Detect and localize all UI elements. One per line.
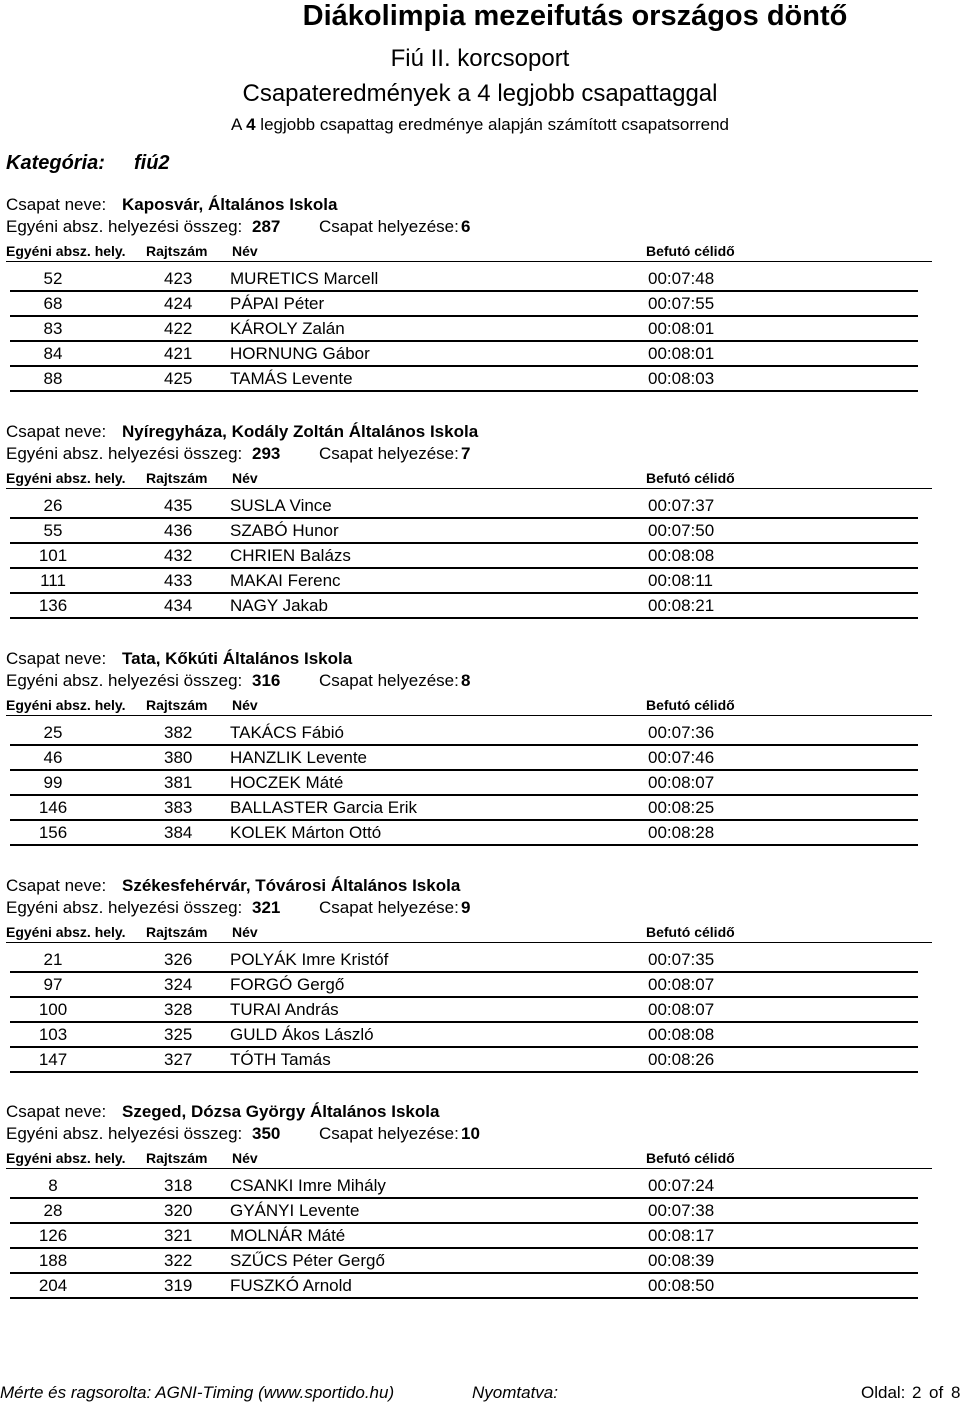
finish-time: 00:07:55 (648, 294, 715, 313)
team-name-row (6, 1102, 439, 1122)
table-row (0, 494, 960, 519)
bib-number: 324 (164, 975, 193, 994)
bib-number: 325 (164, 1025, 193, 1044)
sum-value: 316 (252, 671, 281, 690)
team-place-value: 6 (461, 217, 471, 236)
column-header (0, 697, 960, 715)
header-divider (6, 261, 932, 262)
col-place-header: Egyéni absz. hely. (6, 470, 126, 486)
bib-number: 382 (164, 723, 193, 742)
individual-place: 25 (43, 723, 63, 742)
runner-name: MOLNÁR Máté (230, 1226, 346, 1245)
col-bib-header: Rajtszám (146, 470, 208, 486)
individual-place: 83 (43, 319, 63, 338)
team-place-value: 10 (461, 1124, 480, 1143)
category-value: fiú2 (134, 152, 170, 174)
bib-number: 383 (164, 798, 193, 817)
individual-place: 156 (38, 823, 68, 842)
runner-name: PÁPAI Péter (230, 294, 325, 313)
individual-place: 204 (38, 1276, 68, 1295)
runner-name: SUSLA Vince (230, 496, 332, 515)
footer-page-of: of (929, 1383, 944, 1402)
team-name: Nyíregyháza, Kodály Zoltán Általános Iskola (122, 422, 479, 441)
age-group-title: Fiú II. korcsoport (390, 45, 570, 72)
finish-time: 00:08:26 (648, 1050, 715, 1069)
runner-name: MURETICS Marcell (230, 269, 379, 288)
team-place-label: Csapat helyezése: (319, 898, 459, 917)
bib-number: 436 (164, 521, 193, 540)
team-summary-row (6, 444, 906, 466)
bib-number: 326 (164, 950, 193, 969)
team-place-label: Csapat helyezése: (319, 1124, 459, 1143)
team-name: Székesfehérvár, Tóvárosi Általános Iskola (122, 876, 461, 895)
col-bib-header: Rajtszám (146, 924, 208, 940)
bib-number: 380 (164, 748, 193, 767)
team-name-label: Csapat neve: (6, 649, 107, 668)
table-row (0, 544, 960, 569)
runner-name: GYÁNYI Levente (230, 1201, 360, 1220)
runner-name: KOLEK Márton Ottó (230, 823, 382, 842)
column-header (0, 470, 960, 488)
team-name-label: Csapat neve: (6, 1102, 107, 1121)
finish-time: 00:07:36 (648, 723, 715, 742)
individual-place: 84 (43, 344, 63, 363)
bib-number: 424 (164, 294, 193, 313)
finish-time: 00:08:50 (648, 1276, 715, 1295)
col-name-header: Név (232, 697, 258, 713)
individual-place: 28 (43, 1201, 63, 1220)
individual-place: 188 (38, 1251, 68, 1270)
finish-time: 00:08:25 (648, 798, 715, 817)
col-place-header: Egyéni absz. hely. (6, 924, 126, 940)
individual-place: 8 (48, 1176, 58, 1195)
bib-number: 381 (164, 773, 193, 792)
table-row (0, 342, 960, 367)
runner-name: HOCZEK Máté (230, 773, 344, 792)
finish-time: 00:08:07 (648, 975, 715, 994)
sum-value: 350 (252, 1124, 281, 1143)
runner-name: HANZLIK Levente (230, 748, 368, 767)
finish-time: 00:07:48 (648, 269, 715, 288)
individual-place: 136 (38, 596, 68, 615)
team-block (0, 1102, 960, 1328)
team-summary-row (6, 898, 906, 920)
bib-number: 421 (164, 344, 193, 363)
individual-place: 103 (38, 1025, 68, 1044)
result-rows (0, 948, 960, 1073)
finish-time: 00:08:28 (648, 823, 715, 842)
sum-label: Egyéni absz. helyezési összeg: (6, 898, 243, 917)
col-bib-header: Rajtszám (146, 243, 208, 259)
finish-time: 00:08:07 (648, 773, 715, 792)
runner-name: FORGÓ Gergő (230, 975, 345, 994)
team-summary-row (6, 1124, 906, 1146)
bib-number: 422 (164, 319, 193, 338)
finish-time: 00:07:46 (648, 748, 715, 767)
sum-value: 287 (252, 217, 281, 236)
sum-label: Egyéni absz. helyezési összeg: (6, 217, 243, 236)
col-bib-header: Rajtszám (146, 1150, 208, 1166)
finish-time: 00:08:11 (648, 571, 713, 590)
runner-name: TÓTH Tamás (230, 1050, 331, 1069)
team-summary-row (6, 671, 906, 693)
col-name-header: Név (232, 470, 258, 486)
table-row (0, 796, 960, 821)
team-place-label: Csapat helyezése: (319, 444, 459, 463)
team-name: Kaposvár, Általános Iskola (122, 195, 338, 214)
team-place-label: Csapat helyezése: (319, 671, 459, 690)
bib-number: 322 (164, 1251, 193, 1270)
individual-place: 46 (43, 748, 63, 767)
result-rows (0, 494, 960, 619)
team-name-label: Csapat neve: (6, 195, 107, 214)
column-header (0, 1150, 960, 1168)
team-name: Szeged, Dózsa György Általános Iskola (122, 1102, 440, 1121)
table-row (0, 519, 960, 544)
runner-name: POLYÁK Imre Kristóf (230, 950, 389, 969)
runner-name: CHRIEN Balázs (230, 546, 351, 565)
individual-place: 126 (38, 1226, 68, 1245)
runner-name: TURAI András (230, 1000, 339, 1019)
bib-number: 327 (164, 1050, 193, 1069)
results-description (0, 115, 960, 135)
col-name-header: Név (232, 924, 258, 940)
result-rows (0, 721, 960, 846)
team-name-label: Csapat neve: (6, 876, 107, 895)
finish-time: 00:08:01 (648, 319, 715, 338)
bib-number: 432 (164, 546, 193, 565)
individual-place: 146 (38, 798, 68, 817)
col-place-header: Egyéni absz. hely. (6, 697, 126, 713)
col-time-header: Befutó célidő (646, 697, 735, 713)
runner-name: SZŰCS Péter Gergő (230, 1251, 385, 1270)
table-row (0, 721, 960, 746)
team-block (0, 876, 960, 1102)
table-row (0, 998, 960, 1023)
team-name-row (6, 195, 337, 215)
table-row (0, 948, 960, 973)
runner-name: KÁROLY Zalán (230, 319, 345, 338)
team-block (0, 649, 960, 875)
individual-place: 88 (43, 369, 63, 388)
runner-name: NAGY Jakab (230, 596, 328, 615)
sum-label: Egyéni absz. helyezési összeg: (6, 1124, 243, 1143)
team-block (0, 422, 960, 648)
team-name-row (6, 422, 478, 442)
page-footer (0, 1383, 960, 1404)
table-row (0, 746, 960, 771)
finish-time: 00:08:08 (648, 546, 715, 565)
footer-page-total: 8 (951, 1383, 960, 1402)
individual-place: 55 (43, 521, 63, 540)
col-time-header: Befutó célidő (646, 1150, 735, 1166)
finish-time: 00:08:21 (648, 596, 715, 615)
team-place-value: 8 (461, 671, 471, 690)
bib-number: 434 (164, 596, 193, 615)
col-place-header: Egyéni absz. hely. (6, 1150, 126, 1166)
category-label: Kategória: (6, 152, 105, 174)
bib-number: 319 (164, 1276, 193, 1295)
finish-time: 00:08:17 (648, 1226, 715, 1245)
finish-time: 00:07:37 (648, 496, 715, 515)
runner-name: FUSZKÓ Arnold (230, 1276, 352, 1295)
individual-place: 111 (40, 571, 66, 590)
sum-value: 293 (252, 444, 281, 463)
col-name-header: Név (232, 243, 258, 259)
table-row (0, 1174, 960, 1199)
bib-number: 384 (164, 823, 193, 842)
bib-number: 435 (164, 496, 193, 515)
individual-place: 147 (38, 1050, 68, 1069)
desc-count: 4 (246, 115, 256, 134)
col-time-header: Befutó célidő (646, 243, 735, 259)
individual-place: 68 (43, 294, 63, 313)
table-row (0, 1274, 960, 1299)
result-rows (0, 267, 960, 392)
col-time-header: Befutó célidő (646, 470, 735, 486)
table-row (0, 267, 960, 292)
runner-name: HORNUNG Gábor (230, 344, 370, 363)
finish-time: 00:07:38 (648, 1201, 715, 1220)
sum-label: Egyéni absz. helyezési összeg: (6, 444, 243, 463)
finish-time: 00:07:35 (648, 950, 715, 969)
table-row (0, 1199, 960, 1224)
runner-name: TAKÁCS Fábió (230, 723, 345, 742)
runner-name: CSANKI Imre Mihály (230, 1176, 386, 1195)
col-time-header: Befutó célidő (646, 924, 735, 940)
team-name-row (6, 876, 460, 896)
runner-name: GULD Ákos László (230, 1025, 374, 1044)
header-divider (6, 488, 932, 489)
table-row (0, 821, 960, 846)
footer-page-number: 2 (912, 1383, 922, 1402)
table-row (0, 1023, 960, 1048)
individual-place: 21 (43, 950, 63, 969)
individual-place: 97 (43, 975, 63, 994)
col-name-header: Név (232, 1150, 258, 1166)
header-divider (6, 715, 932, 716)
table-row (0, 1224, 960, 1249)
individual-place: 52 (43, 269, 63, 288)
bib-number: 423 (164, 269, 193, 288)
bib-number: 433 (164, 571, 193, 590)
table-row (0, 1048, 960, 1073)
finish-time: 00:08:39 (648, 1251, 715, 1270)
runner-name: SZABÓ Hunor (230, 521, 339, 540)
table-row (0, 1249, 960, 1274)
table-row (0, 771, 960, 796)
team-name-label: Csapat neve: (6, 422, 107, 441)
finish-time: 00:07:50 (648, 521, 715, 540)
runner-name: TAMÁS Levente (230, 369, 353, 388)
individual-place: 100 (38, 1000, 68, 1019)
col-place-header: Egyéni absz. hely. (6, 243, 126, 259)
bib-number: 425 (164, 369, 193, 388)
bib-number: 318 (164, 1176, 193, 1195)
table-row (0, 317, 960, 342)
team-summary-row (6, 217, 906, 239)
column-header (0, 243, 960, 261)
finish-time: 00:08:01 (648, 344, 715, 363)
results-title: Csapateredmények a 4 legjobb csapattaggal (242, 80, 718, 107)
individual-place: 99 (43, 773, 63, 792)
team-place-label: Csapat helyezése: (319, 217, 459, 236)
bib-number: 320 (164, 1201, 193, 1220)
desc-part-a: A (230, 115, 247, 134)
finish-time: 00:08:03 (648, 369, 715, 388)
desc-part-c: legjobb csapattag eredménye alapján számított csapatsorrend (255, 115, 730, 134)
table-row (0, 594, 960, 619)
result-rows (0, 1174, 960, 1299)
sum-label: Egyéni absz. helyezési összeg: (6, 671, 243, 690)
header-divider (6, 1168, 932, 1169)
table-row (0, 973, 960, 998)
header-divider (6, 942, 932, 943)
table-row (0, 367, 960, 392)
individual-place: 101 (38, 546, 68, 565)
sum-value: 321 (252, 898, 281, 917)
runner-name: BALLASTER Garcia Erik (230, 798, 418, 817)
table-row (0, 569, 960, 594)
finish-time: 00:07:24 (648, 1176, 715, 1195)
column-header (0, 924, 960, 942)
footer-page-label: Oldal: (861, 1383, 906, 1402)
footer-printed: Nyomtatva: (472, 1383, 558, 1402)
table-row (0, 292, 960, 317)
individual-place: 26 (43, 496, 63, 515)
team-place-value: 7 (461, 444, 471, 463)
page-title: Diákolimpia mezeifutás országos döntő (302, 0, 848, 32)
bib-number: 328 (164, 1000, 193, 1019)
footer-credit: Mérte és ragsorolta: AGNI-Timing (www.sportido.hu) (0, 1383, 395, 1402)
team-block (0, 195, 960, 421)
team-name: Tata, Kőkúti Általános Iskola (122, 649, 353, 668)
runner-name: MAKAI Ferenc (230, 571, 341, 590)
bib-number: 321 (164, 1226, 193, 1245)
team-name-row (6, 649, 352, 669)
col-bib-header: Rajtszám (146, 697, 208, 713)
finish-time: 00:08:08 (648, 1025, 715, 1044)
team-place-value: 9 (461, 898, 471, 917)
finish-time: 00:08:07 (648, 1000, 715, 1019)
